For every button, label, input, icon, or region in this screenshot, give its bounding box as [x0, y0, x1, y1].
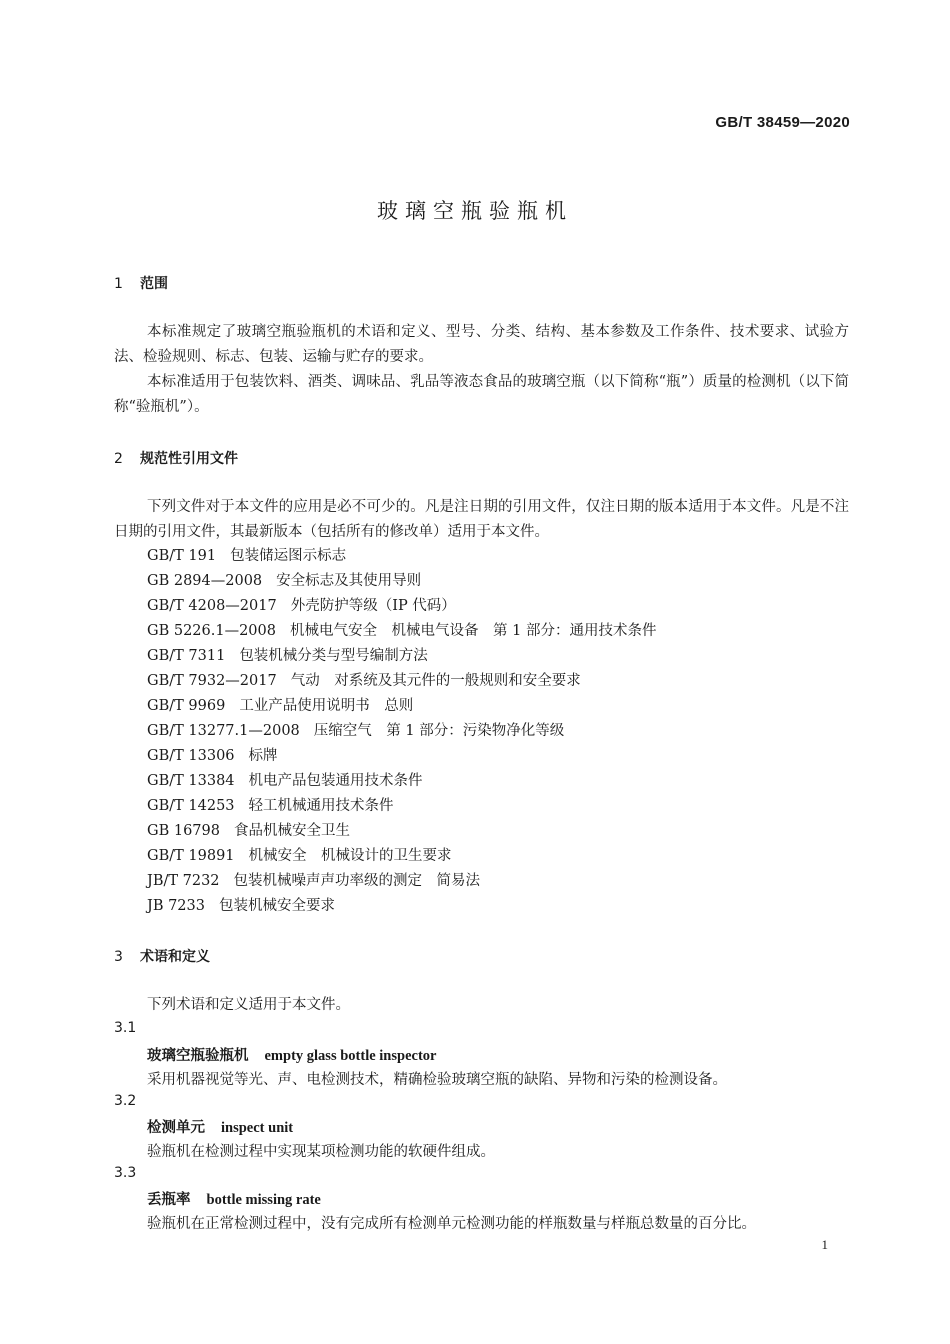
reference-code: GB/T 7932—2017: [147, 673, 277, 689]
reference-code: GB/T 4208—2017: [147, 598, 277, 614]
section-2-heading: [114, 448, 238, 468]
term-zh: 检测单元: [147, 1120, 205, 1136]
reference-title: 气动 对系统及其元件的一般规则和安全要求: [290, 673, 581, 689]
reference-code: GB 5226.1—2008: [147, 623, 276, 639]
term-heading: [147, 1116, 293, 1137]
section-number: 3: [114, 949, 123, 965]
reference-title: 标牌: [248, 748, 278, 764]
reference-item: [147, 769, 423, 794]
term-en: empty glass bottle inspector: [264, 1048, 437, 1064]
term-definition: 采用机器视觉等光、声、电检测技术，精确检验玻璃空瓶的缺陷、异物和污染的检测设备。: [147, 1072, 727, 1088]
reference-code: GB 2894—2008: [147, 573, 263, 589]
reference-code: GB/T 14253: [147, 798, 235, 814]
reference-item: [147, 819, 350, 844]
reference-title: 安全标志及其使用导则: [276, 573, 422, 589]
reference-code: GB/T 7311: [147, 648, 226, 664]
section-1-heading: [114, 273, 168, 293]
reference-title: 包装机械安全要求: [218, 898, 335, 914]
reference-title: 外壳防护等级（IP 代码）: [290, 598, 456, 614]
section-2-intro: 下列文件对于本文件的应用是必不可少的。凡是注日期的引用文件，仅注日期的版本适用于本文件。凡是不注日期的引用文件，其最新版本（包括所有的修改单）适用于本文件。: [114, 499, 849, 540]
reference-item: [147, 869, 480, 894]
reference-item: [147, 619, 656, 644]
reference-code: GB/T 191: [147, 548, 217, 564]
reference-code: JB/T 7232: [147, 873, 220, 889]
section-1-paragraph-1: 本标准规定了玻璃空瓶验瓶机的术语和定义、型号、分类、结构、基本参数及工作条件、技术要求、试验方法、检验规则、标志、包装、运输与贮存的要求。: [114, 324, 849, 365]
reference-item: [147, 569, 421, 594]
term-en: inspect unit: [221, 1120, 294, 1136]
reference-item: [147, 719, 564, 744]
reference-item: [147, 594, 456, 619]
reference-item: [147, 669, 581, 694]
section-3-heading: [114, 946, 210, 966]
term-heading: [147, 1188, 321, 1209]
reference-title: 机械安全 机械设计的卫生要求: [248, 848, 452, 864]
section-title: 范围: [140, 276, 168, 292]
standard-code: GB/T 38459—2020: [715, 114, 850, 131]
section-title: 术语和定义: [140, 949, 210, 965]
reference-title: 包装机械分类与型号编制方法: [239, 648, 428, 664]
reference-code: GB/T 9969: [147, 698, 226, 714]
reference-code: GB/T 13306: [147, 748, 235, 764]
clause-number: 3.2: [114, 1093, 137, 1109]
reference-item: [147, 544, 346, 569]
clause-number: 3.1: [114, 1020, 137, 1036]
reference-title: 机械电气安全 机械电气设备 第 1 部分：通用技术条件: [290, 623, 657, 639]
reference-title: 压缩空气 第 1 部分：污染物净化等级: [313, 723, 565, 739]
reference-title: 工业产品使用说明书 总则: [239, 698, 414, 714]
reference-code: GB/T 13277.1—2008: [147, 723, 300, 739]
term-zh: 玻璃空瓶验瓶机: [147, 1048, 249, 1064]
reference-title: 包装机械噪声声功率级的测定 简易法: [233, 873, 481, 889]
page-title: 玻璃空瓶验瓶机: [377, 199, 573, 223]
page-number: 1: [821, 1237, 828, 1252]
term-definition: 验瓶机在检测过程中实现某项检测功能的软硬件组成。: [147, 1144, 495, 1160]
reference-item: [147, 744, 278, 769]
reference-code: JB 7233: [147, 898, 205, 914]
reference-item: [147, 844, 452, 869]
term-en: bottle missing rate: [206, 1192, 321, 1208]
term-zh: 丢瓶率: [147, 1192, 191, 1208]
reference-item: [147, 644, 428, 669]
reference-item: [147, 694, 413, 719]
section-title: 规范性引用文件: [140, 451, 238, 467]
reference-title: 轻工机械通用技术条件: [248, 798, 394, 814]
section-number: 1: [114, 276, 123, 292]
reference-title: 食品机械安全卫生: [233, 823, 350, 839]
clause-number: 3.3: [114, 1165, 137, 1181]
reference-title: 机电产品包装通用技术条件: [248, 773, 423, 789]
section-number: 2: [114, 451, 123, 467]
reference-item: [147, 794, 394, 819]
reference-code: GB 16798: [147, 823, 220, 839]
term-definition: 验瓶机在正常检测过程中，没有完成所有检测单元检测功能的样瓶数量与样瓶总数量的百分比。: [147, 1216, 756, 1232]
reference-code: GB/T 13384: [147, 773, 235, 789]
reference-item: [147, 894, 335, 919]
term-heading: [147, 1044, 436, 1065]
reference-title: 包装储运图示标志: [230, 548, 347, 564]
section-1-paragraph-2: 本标准适用于包装饮料、酒类、调味品、乳品等液态食品的玻璃空瓶（以下简称“瓶”）质量的检测机（以下简称“验瓶机”）。: [114, 374, 849, 415]
section-3-intro: 下列术语和定义适用于本文件。: [147, 997, 350, 1013]
reference-code: GB/T 19891: [147, 848, 235, 864]
